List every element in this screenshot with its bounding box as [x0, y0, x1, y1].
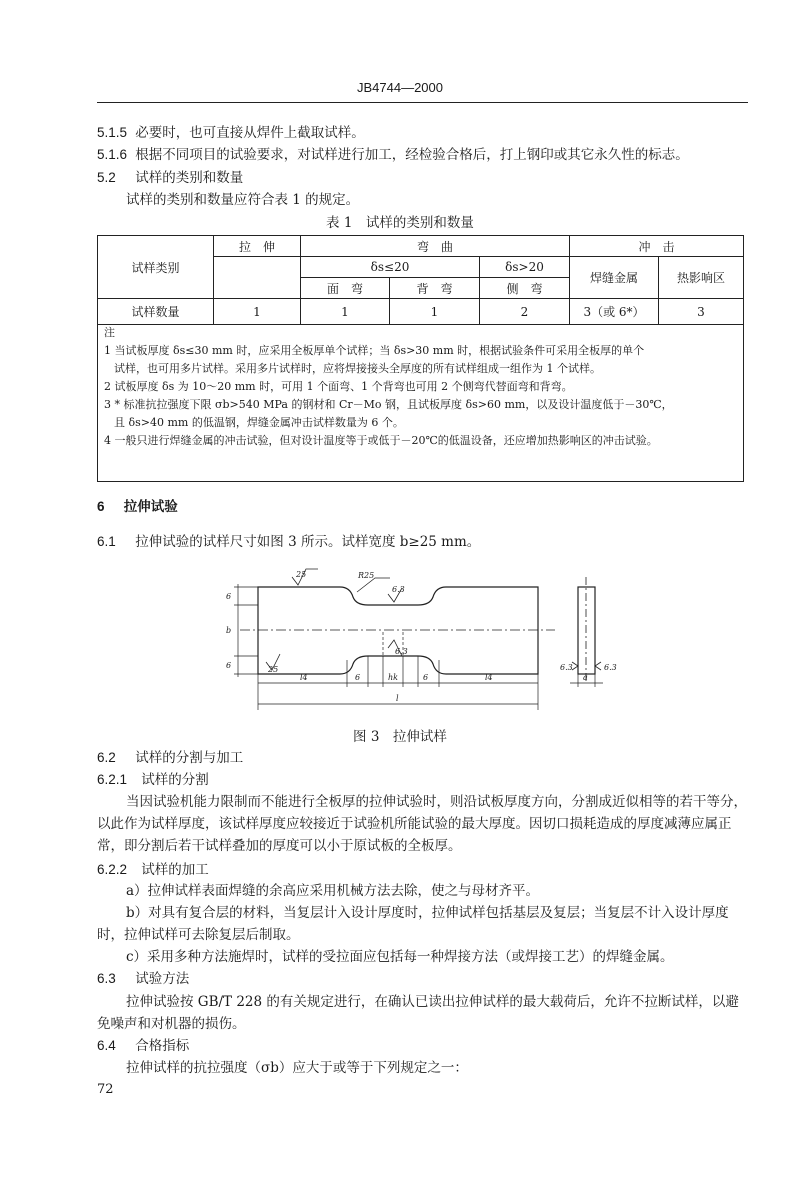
fig-label-6-right: 6: [423, 673, 429, 682]
fig-label-6-left: 6: [355, 673, 361, 682]
th-tension-empty: [214, 257, 301, 299]
note-2: 2 试板厚度 δs 为 10～20 mm 时，可用 1 个面弯、1 个背弯也可用 2 个侧弯代替面弯和背弯。: [104, 380, 573, 393]
cell-tension: 1: [214, 299, 301, 325]
th-weld-metal: 焊缝金属: [570, 257, 659, 299]
fig-label-6-3-side-right: 6.3: [604, 663, 617, 672]
note-3-cont: 且 δs>40 mm 的低温钢，焊缝金属冲击试样数量为 6 个。: [114, 416, 404, 429]
th-bend-thin: δs≤20: [301, 257, 480, 278]
fig-label-b: b: [226, 626, 232, 635]
clause-5-1-6: 5.1.6 根据不同项目的试验要求，对试样进行加工，经检验合格后，打上钢印或其它永久性的标志。: [97, 147, 689, 163]
fig-label-a: a: [583, 673, 588, 682]
header-rule: [97, 102, 748, 103]
clause-6-4-title: 6.4 合格指标: [97, 1038, 190, 1054]
clause-6-2-1-body: 当因试验机能力限制而不能进行全板厚的拉伸试验时，则沿试板厚度方向，分割成近似相等的若干等分，以此作为试样厚度，该试样厚度应较接近于试验机所能试验的最大厚度。因切口损耗造成的厚度减薄应属正常，即分割后若干试样叠加的厚度可以小于原试板的全板厚。: [97, 794, 747, 854]
figure3-drawing: [220, 562, 640, 712]
th-side-bend: 侧 弯: [480, 278, 570, 299]
notes-title: 注: [104, 326, 115, 339]
cell-side: 2: [480, 299, 570, 325]
cell-weld: 3（或 6*）: [570, 299, 659, 325]
clause-6-4-body: 拉伸试样的抗拉强度（σb）应大于或等于下列规定之一：: [126, 1060, 468, 1076]
fig-label-l4-right: l4: [485, 673, 493, 682]
fig-label-6-3-mid: 6.3: [395, 647, 408, 656]
th-tension: 拉 伸: [214, 236, 301, 257]
clause-6-2-2-b: b）对具有复合层的材料，当复层计入设计厚度时，拉伸试样包括基层及复层；当复层不计入设计厚度时，拉伸试样可去除复层后制取。: [97, 905, 729, 943]
fig-label-l: l: [396, 694, 399, 703]
cell-back: 1: [390, 299, 480, 325]
clause-6-3-body: 拉伸试验按 GB/T 228 的有关规定进行，在确认已读出拉伸试样的最大载荷后，允许不拉断试样，以避免噪声和对机器的损伤。: [97, 994, 739, 1032]
fig-label-6-upper: 6: [226, 592, 232, 601]
row-label: 试样数量: [98, 299, 214, 325]
note-4: 4 一般只进行焊缝金属的冲击试验，但对设计温度等于或低于－20℃的低温设备，还应增加热影响区的冲击试验。: [104, 434, 658, 447]
th-impact: 冲 击: [570, 236, 744, 257]
clause-6-2-2-c: c）采用多种方法施焊时，试样的受拉面应包括每一种焊接方法（或焊接工艺）的焊缝金属。: [126, 949, 674, 965]
figure3-caption: 图 3 拉伸试样: [353, 729, 447, 745]
note-1: 1 当试板厚度 δs≤30 mm 时，应采用全板厚单个试样；当 δs>30 mm 时，根据试验条件可采用全板厚的单个: [104, 344, 645, 357]
clause-6-2-2-a: a）拉伸试样表面焊缝的余高应采用机械方法去除，使之与母材齐平。: [126, 883, 540, 899]
clause-6-2-title: 6.2 试样的分割与加工: [97, 750, 244, 766]
clause-5-1-5: 5.1.5 必要时，也可直接从焊件上截取试样。: [97, 125, 365, 141]
section-6-title: 6 拉伸试验: [97, 499, 178, 515]
th-back-bend: 背 弯: [390, 278, 480, 299]
table1: [97, 235, 744, 325]
th-category: 试样类别: [98, 236, 214, 299]
page-number: 72: [97, 1082, 114, 1097]
fig-label-6-lower: 6: [226, 661, 232, 670]
th-haz: 热影响区: [659, 257, 744, 299]
note-3: 3 * 标准抗拉强度下限 σb>540 MPa 的钢材和 Cr－Mo 钢，且试板厚度 δs>60 mm，以及设计温度低于－30℃，: [104, 398, 673, 411]
table1-caption: 表 1 试样的类别和数量: [326, 215, 474, 231]
fig-label-6-3-side-left: 6.3: [560, 663, 573, 672]
clause-5-2-body: 试样的类别和数量应符合表 1 的规定。: [126, 192, 360, 208]
fig-label-6-3-top: 6.3: [392, 585, 405, 594]
fig-label-hk: hk: [388, 673, 398, 682]
clause-6-3-title: 6.3 试验方法: [97, 971, 190, 987]
th-face-bend: 面 弯: [301, 278, 390, 299]
cell-haz: 3: [659, 299, 744, 325]
clause-6-1: 6.1 拉伸试验的试样尺寸如图 3 所示。试样宽度 b≥25 mm。: [97, 534, 481, 550]
th-bend: 弯 曲: [301, 236, 570, 257]
document-code: JB4744—2000: [356, 80, 443, 95]
cell-face: 1: [301, 299, 390, 325]
fig-label-25-bottom: 25: [268, 665, 279, 674]
fig-label-r25: R25: [358, 571, 375, 580]
clause-6-2-1-title: 6.2.1 试样的分割: [97, 772, 209, 788]
clause-5-2-title: 5.2 试样的类别和数量: [97, 170, 244, 186]
clause-6-2-2-title: 6.2.2 试样的加工: [97, 862, 209, 878]
table1-notes: [97, 320, 744, 482]
fig-label-25-top: 25: [296, 570, 307, 579]
th-bend-thick: δs>20: [480, 257, 570, 278]
fig-label-l4-left: l4: [300, 673, 308, 682]
note-1-cont: 试样，也可用多片试样。采用多片试样时，应将焊接接头全厚度的所有试样组成一组作为 1 个试样。: [114, 362, 601, 375]
